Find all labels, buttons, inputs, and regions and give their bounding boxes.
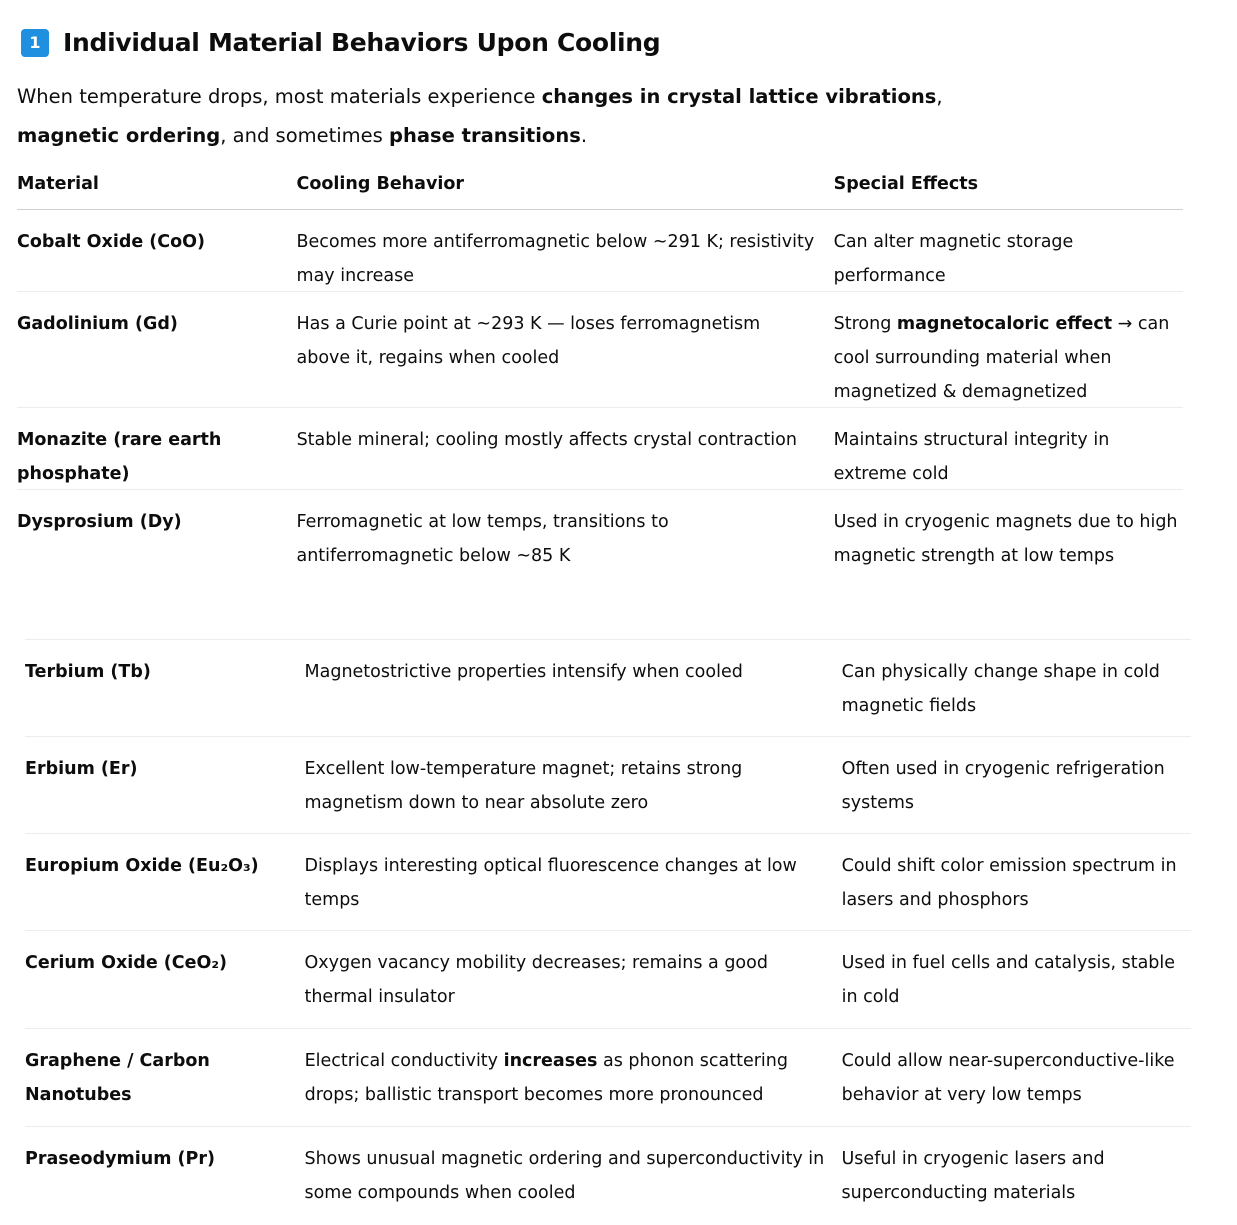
behavior-cell: Electrical conductivity increases as phonon scattering drops; ballistic transport becomes more pronounced bbox=[304, 1051, 788, 1105]
effects-cell: Used in cryogenic magnets due to high magnetic strength at low temps bbox=[833, 512, 1178, 566]
intro-text: . bbox=[580, 124, 588, 147]
effects-cell: Often used in cryogenic refrigeration systems bbox=[841, 759, 1165, 813]
behavior-cell: Shows unusual magnetic ordering and superconductivity in some compounds when cooled bbox=[304, 1149, 825, 1203]
material-cell: Monazite (rare earth phosphate) bbox=[17, 430, 222, 484]
table-row bbox=[25, 834, 1191, 931]
header-special-effects: Special Effects bbox=[833, 174, 979, 194]
material-cell: Graphene / Carbon Nanotubes bbox=[25, 1051, 210, 1105]
material-cell: Praseodymium (Pr) bbox=[25, 1149, 215, 1169]
behavior-cell: Stable mineral; cooling mostly affects crystal contraction bbox=[296, 430, 797, 450]
table-row bbox=[17, 408, 1183, 490]
intro-bold-phase: phase transitions bbox=[389, 124, 581, 147]
effects-cell: Can alter magnetic storage performance bbox=[833, 232, 1074, 286]
behavior-cell: Displays interesting optical fluorescence changes at low temps bbox=[304, 856, 797, 910]
material-cell: Dysprosium (Dy) bbox=[17, 512, 182, 532]
table-row bbox=[17, 490, 1183, 584]
material-cell: Cerium Oxide (CeO₂) bbox=[25, 953, 228, 973]
section-title: Individual Material Behaviors Upon Cooling bbox=[63, 28, 661, 57]
material-cell: Europium Oxide (Eu₂O₃) bbox=[25, 856, 259, 876]
effects-cell: Used in fuel cells and catalysis, stable in cold bbox=[841, 953, 1176, 1007]
behavior-cell: Magnetostrictive properties intensify when cooled bbox=[304, 662, 743, 682]
effects-cell: Maintains structural integrity in extreme cold bbox=[833, 430, 1110, 484]
table-header-row bbox=[17, 165, 1183, 210]
effects-cell: Useful in cryogenic lasers and superconducting materials bbox=[841, 1149, 1105, 1203]
table-row bbox=[25, 931, 1191, 1029]
intro-text: When temperature drops, most materials experience bbox=[17, 85, 542, 108]
behavior-cell: Becomes more antiferromagnetic below ~291 K; resistivity may increase bbox=[296, 232, 815, 286]
magnetocaloric-bold: magnetocaloric effect bbox=[896, 314, 1113, 334]
effects-cell: Can physically change shape in cold magnetic fields bbox=[841, 662, 1160, 716]
materials-table-part-1 bbox=[17, 165, 1183, 584]
table-row bbox=[25, 639, 1191, 737]
behavior-cell: Has a Curie point at ~293 K — loses ferromagnetism above it, regains when cooled bbox=[296, 314, 761, 368]
increases-bold: increases bbox=[503, 1051, 598, 1071]
header-cooling-behavior: Cooling Behavior bbox=[296, 174, 465, 194]
material-cell: Erbium (Er) bbox=[25, 759, 138, 779]
effects-cell: Could shift color emission spectrum in lasers and phosphors bbox=[841, 856, 1177, 910]
table-row bbox=[25, 737, 1191, 834]
intro-bold-lattice: changes in crystal lattice vibrations bbox=[541, 85, 937, 108]
table-row bbox=[25, 1029, 1191, 1127]
behavior-cell: Ferromagnetic at low temps, transitions to antiferromagnetic below ~85 K bbox=[296, 512, 669, 566]
behavior-cell: Oxygen vacancy mobility decreases; remains a good thermal insulator bbox=[304, 953, 768, 1007]
behavior-cell: Excellent low-temperature magnet; retains strong magnetism down to near absolute zero bbox=[304, 759, 743, 813]
header-material: Material bbox=[17, 174, 99, 194]
materials-table-part-2 bbox=[25, 639, 1191, 1217]
table-row bbox=[25, 1127, 1191, 1217]
table-row bbox=[17, 210, 1183, 292]
material-cell: Terbium (Tb) bbox=[25, 662, 151, 682]
effects-cell: Could allow near-superconductive-like behavior at very low temps bbox=[841, 1051, 1175, 1105]
intro-bold-magnetic: magnetic ordering bbox=[17, 124, 221, 147]
section-heading bbox=[21, 28, 660, 57]
material-cell: Gadolinium (Gd) bbox=[17, 314, 178, 334]
number-one-badge-icon: 1 bbox=[21, 29, 49, 57]
intro-text: , and sometimes bbox=[220, 124, 390, 147]
table-row bbox=[17, 292, 1183, 408]
effects-cell: Strong magnetocaloric effect → can cool surrounding material when magnetized & demagnetized bbox=[833, 314, 1170, 402]
intro-text: , bbox=[936, 85, 943, 108]
intro-paragraph bbox=[17, 77, 1027, 155]
material-cell: Cobalt Oxide (CoO) bbox=[17, 232, 206, 252]
